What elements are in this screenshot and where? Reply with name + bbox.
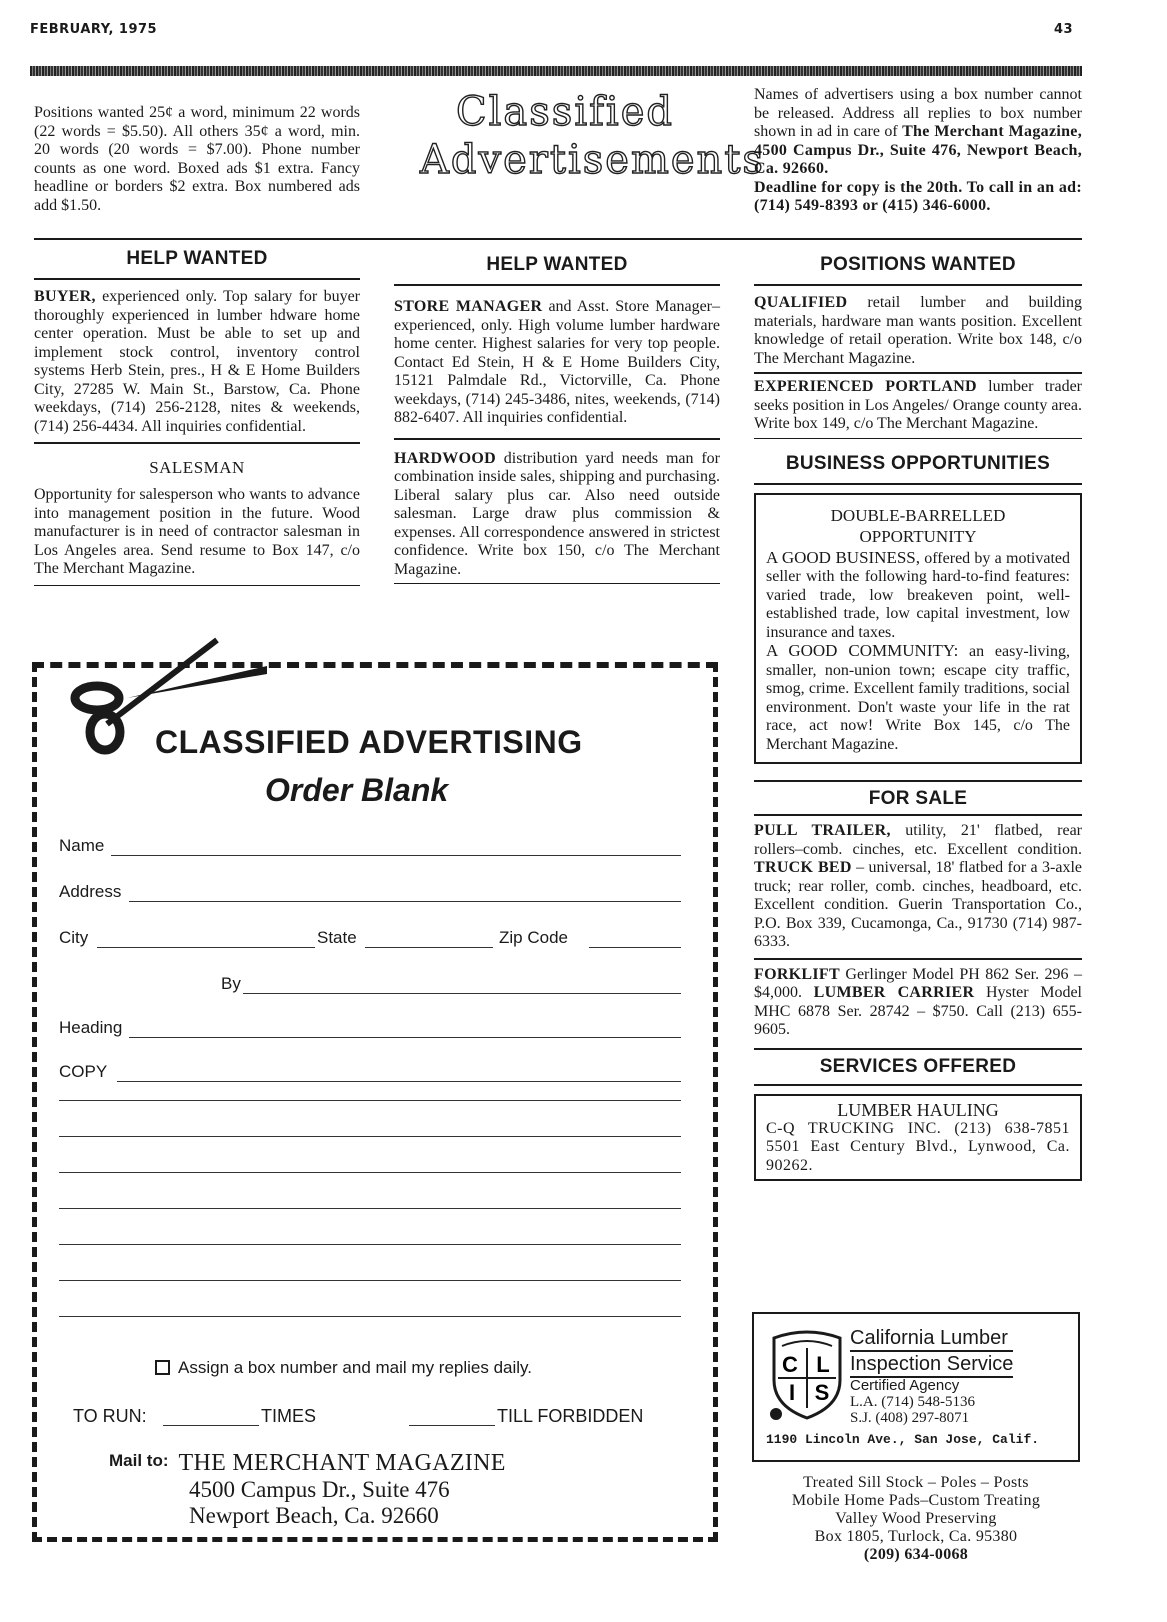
forklift-ad	[754, 966, 1082, 1040]
column-1	[34, 248, 360, 586]
address-label: Address	[59, 882, 122, 901]
lumber-hauling-title: LUMBER HAULING	[837, 1099, 999, 1120]
copy-line[interactable]	[59, 1136, 681, 1137]
mail-to-block	[109, 1450, 506, 1529]
assign-label: Assign a box number and mail my replies daily.	[178, 1358, 533, 1377]
svg-text:S: S	[814, 1380, 830, 1405]
help-wanted-heading-2: HELP WANTED	[486, 254, 628, 275]
lumber-hauling-ad	[754, 1094, 1082, 1182]
salesman-ad: Opportunity for salesperson who wants to advance into management position in the future. Wood manufacturer is in need of contractor salesman in Los Angeles area. Send resume to Box 147, c/o The Merchant Magazine.	[34, 486, 360, 577]
divider	[34, 278, 360, 280]
hardwood-ad	[394, 450, 720, 580]
qualified-ad	[754, 294, 1082, 368]
carrier-lead: LUMBER CARRIER	[813, 984, 975, 1001]
till-line	[409, 1425, 495, 1426]
name-field[interactable]	[59, 836, 681, 858]
page-title	[420, 88, 765, 184]
divider	[754, 1084, 1082, 1086]
copy-line[interactable]	[59, 1280, 681, 1281]
double-barrelled-ad	[754, 493, 1082, 765]
till-forbidden-label: TILL FORBIDDEN	[497, 1406, 644, 1426]
magazine-address-1: 4500 Campus Dr., Suite 476	[189, 1477, 450, 1502]
divider	[394, 284, 720, 286]
assign-checkbox[interactable]	[155, 1360, 170, 1375]
city-line	[97, 947, 315, 948]
times-label: TIMES	[261, 1406, 317, 1426]
divider	[754, 814, 1082, 816]
order-title: CLASSIFIED ADVERTISING	[155, 724, 583, 760]
box-note-text: Names of advertisers using a box number cannot be released. Address all replies to box number shown in ad in care of	[754, 86, 1082, 140]
buyer-ad	[34, 288, 360, 436]
heading-line	[129, 1037, 681, 1038]
cls-contacts	[850, 1378, 975, 1426]
copy-line	[117, 1081, 681, 1082]
truck-bed-lead: TRUCK BED	[754, 859, 852, 876]
qualified-text: retail lumber and building materials, hardware man wants position. Excellent knowledge of retail operation. Write box 148, c/o The Merchant Magazine.	[754, 294, 1082, 367]
divider	[754, 372, 1082, 374]
copy-line[interactable]	[59, 1100, 681, 1101]
copy-line[interactable]	[59, 1244, 681, 1245]
portland-text: lumber trader seeks position in Los Angeles/ Orange county area. Write box 149, c/o The Merchant Magazine.	[754, 378, 1083, 432]
order-subtitle: Order Blank	[265, 772, 449, 808]
store-manager-text: and Asst. Store Manager–experienced, only. High volume lumber hardware home center. Highest salaries for very top people. Contact Ed Stein, H & E Home Builders City, 15121 Palmdale Rd., Victorville, Ca. Phone weekdays, (714) 245-3486, nites, weekends, (714) 882-6407. All inquiries confidential.	[394, 298, 720, 426]
shield-icon	[768, 1328, 846, 1420]
cls-name	[850, 1326, 1013, 1378]
divider	[34, 442, 360, 444]
magazine-address-2: Newport Beach, Ca. 92660	[189, 1503, 439, 1528]
page-number: 43	[1054, 22, 1074, 37]
divider	[754, 958, 1082, 960]
opportunity-title-2: OPPORTUNITY	[859, 526, 977, 546]
truck-bed-text: – universal, 18' flatbed for a 3-axle truck; rear roller, comb. cinches, headboard, etc. Excellent condition. Guerin Transportation Co., P.O. Box 339, Cucamonga, Ca., 91730 (714) 987-6333.	[754, 859, 1082, 950]
heading-field[interactable]	[59, 1018, 681, 1040]
trailer-lead: PULL TRAILER,	[754, 822, 891, 839]
good-community-text: an easy-living, smaller, non-union town; escape city traffic, smog, crime. Excellent family traditions, social environment. Don't waste your life in the rat race, act now! Write Box 145, c/o The Merchant Magazine.	[766, 643, 1070, 753]
cls-agency: Certified Agency	[850, 1377, 960, 1394]
mail-to-label: Mail to:	[109, 1451, 169, 1470]
buyer-ad-lead: BUYER,	[34, 288, 96, 305]
svg-text:C: C	[782, 1352, 798, 1377]
heading-label: Heading	[59, 1018, 123, 1037]
to-run-field[interactable]	[73, 1406, 693, 1430]
cls-address: 1190 Lincoln Ave., San Jose, Calif.	[766, 1432, 1040, 1447]
assign-box-option[interactable]	[155, 1358, 532, 1378]
by-field[interactable]	[59, 974, 681, 996]
portland-lead: EXPERIENCED PORTLAND	[754, 378, 977, 395]
sill-line-1: Treated Sill Stock – Poles – Posts	[803, 1474, 1029, 1491]
box-note-address: The Merchant Magazine, 4500 Campus Dr., Suite 476, Newport Beach, Ca. 92660.	[754, 123, 1082, 177]
page-date: FEBRUARY, 1975	[30, 22, 158, 37]
zip-line	[589, 947, 681, 948]
qualified-lead: QUALIFIED	[754, 294, 848, 311]
divider	[394, 583, 720, 584]
address-field[interactable]	[59, 882, 681, 904]
copy-field[interactable]	[59, 1062, 681, 1084]
trailer-text: utility, 21' flatbed, rear rollers–comb. cinches, etc. Excellent condition.	[754, 822, 1082, 858]
divider	[34, 585, 360, 586]
sill-line-2: Mobile Home Pads–Custom Treating	[791, 1492, 1041, 1509]
to-run-label: TO RUN:	[73, 1406, 147, 1426]
hardwood-text: distribution yard needs man for combination inside sales, shipping and purchasing. Liberal salary plus car. Also need outside salesman. Large draw plus commission & expenses. All correspondence answered in strictest confidence. Write box 150, c/o The Merchant Magazine.	[394, 449, 720, 578]
name-label: Name	[59, 836, 105, 855]
for-sale-heading: FOR SALE	[868, 788, 968, 809]
help-wanted-heading-1: HELP WANTED	[126, 248, 268, 269]
title-line-2: Advertisements	[420, 137, 765, 183]
zip-label: Zip Code	[499, 928, 568, 947]
name-line	[111, 855, 681, 856]
deadline-text: Deadline for copy is the 20th. To call in an ad: (714) 549-8393 or (415) 346-6000.	[754, 178, 1082, 214]
good-business-text: offered by a motivated seller with the following hard-to-find features: varied trade, low breakeven point, well-established trade, low capital investment, low insurance and taxes.	[766, 549, 1071, 641]
by-line	[243, 993, 681, 994]
services-offered-heading: SERVICES OFFERED	[819, 1055, 1017, 1077]
carrier-text: Hyster Model MHC 6878 Ser. 28742 – $750. Call (213) 655-9605.	[754, 984, 1082, 1038]
magazine-name: THE MERCHANT MAGAZINE	[178, 1450, 506, 1476]
business-opportunities-heading: BUSINESS OPPORTUNITIES	[785, 452, 1051, 474]
valley-wood-ad	[752, 1474, 1080, 1564]
divider	[394, 438, 720, 440]
divider	[754, 483, 1082, 485]
store-manager-ad	[394, 298, 720, 428]
divider	[754, 1048, 1082, 1050]
column-3	[754, 254, 1082, 1181]
address-line	[129, 901, 681, 902]
trailer-ad	[754, 822, 1082, 952]
forklift-lead: FORKLIFT	[754, 965, 840, 983]
cls-la-phone: L.A. (714) 548-5136	[850, 1394, 975, 1410]
good-community-lead: A GOOD COMMUNITY:	[766, 641, 959, 660]
city-state-zip-field[interactable]	[59, 928, 681, 950]
good-community-para	[766, 642, 1070, 754]
column-2	[394, 254, 720, 584]
copy-line[interactable]	[59, 1208, 681, 1209]
cls-name-1: California Lumber	[850, 1327, 1008, 1349]
hardwood-lead: HARDWOOD	[394, 449, 496, 467]
title-line-1: Classified	[456, 89, 674, 135]
opportunity-title-1: DOUBLE-BARRELLED	[830, 505, 1006, 525]
good-business-para	[766, 549, 1070, 643]
sill-line-4: Box 1805, Turlock, Ca. 95380	[814, 1528, 1018, 1545]
times-line	[163, 1425, 259, 1426]
good-business-lead: A GOOD BUSINESS,	[766, 547, 921, 567]
salesman-heading: SALESMAN	[149, 458, 245, 477]
cls-sj-phone: S.J. (408) 297-8071	[850, 1410, 970, 1426]
lumber-hauling-text: C-Q TRUCKING INC. (213) 638-7851 5501 East Century Blvd., Lynwood, Ca. 90262.	[766, 1119, 1070, 1174]
box-number-note	[754, 86, 1082, 216]
copy-label: COPY	[59, 1062, 108, 1081]
portland-ad	[754, 378, 1082, 434]
rates-text: Positions wanted 25¢ a word, minimum 22 words (22 words = $5.50). All others 35¢ a word, min. 20 words (20 words = $7.00). Phone number counts as one word. Boxed ads $1 extra. Fancy headline or borders $2 extra. Box numbered ads add $1.50.	[34, 104, 360, 214]
cls-ad	[752, 1312, 1080, 1462]
state-line	[365, 947, 493, 948]
positions-wanted-heading: POSITIONS WANTED	[820, 254, 1016, 275]
divider	[754, 284, 1082, 286]
store-manager-lead: STORE MANAGER	[394, 298, 543, 315]
top-divider	[34, 238, 1082, 240]
city-label: City	[59, 928, 89, 947]
copy-line[interactable]	[59, 1172, 681, 1173]
svg-text:L: L	[816, 1352, 830, 1377]
divider	[754, 438, 1082, 439]
header-rule	[30, 66, 1082, 76]
sill-line-3: Valley Wood Preserving	[835, 1510, 997, 1527]
divider	[754, 780, 1082, 782]
by-label: By	[221, 974, 241, 993]
buyer-ad-text: experienced only. Top salary for buyer thoroughly experienced in lumber hdware home center operation. Must be able to set up and implement stock control, inventory control systems Herb Stein, pres., H & E Home Builders City, 27285 W. Main St., Barstow, Ca. Phone weekdays, (714) 256-2128, nites & weekends, (714) 256-4434. All inquiries confidential.	[34, 288, 360, 435]
svg-text:I: I	[788, 1380, 796, 1405]
order-blank-form	[32, 662, 718, 1542]
state-label: State	[317, 928, 357, 947]
cls-name-2: Inspection Service	[850, 1350, 1013, 1378]
forklift-text: Gerlinger Model PH 862 Ser. 296 – $4,000.	[754, 965, 1082, 1001]
copy-line[interactable]	[59, 1316, 681, 1317]
sill-phone: (209) 634-0068	[863, 1546, 969, 1563]
